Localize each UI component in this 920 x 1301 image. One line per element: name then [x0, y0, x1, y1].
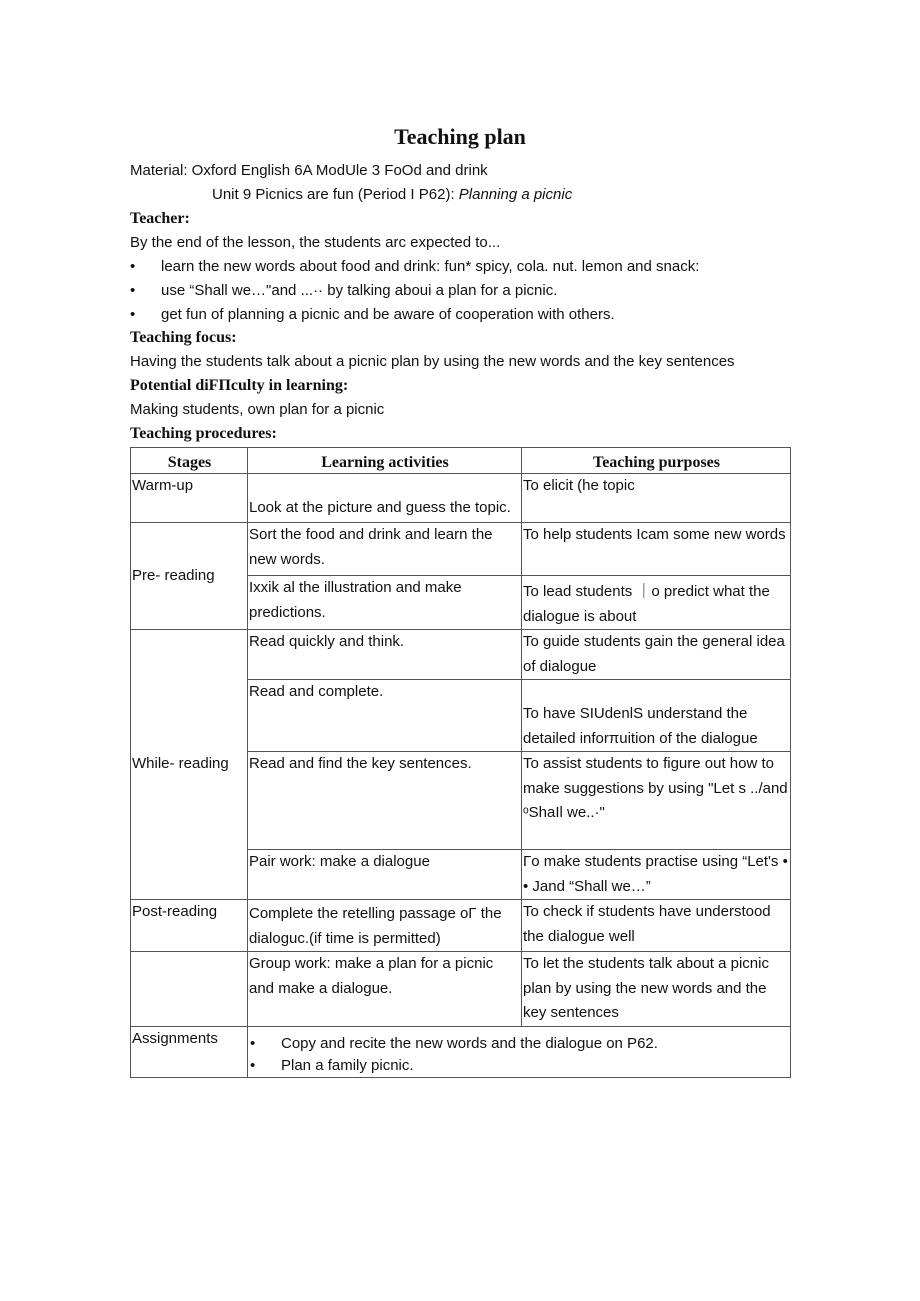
purpose-cell: To help students Icam some new words: [522, 523, 791, 576]
list-item: • Plan a family picnic.: [249, 1055, 790, 1077]
activity-cell: Look at the picture and guess the topic.: [248, 474, 522, 523]
bullet-icon: •: [130, 306, 136, 323]
stage-cell-empty: [131, 952, 248, 1027]
purpose-cell: To guide students gain the general idea of dialogue: [522, 630, 791, 680]
procedures-table: [130, 447, 791, 1078]
purpose-cell: To assist students to figure out how to make suggestions by using "Let s ../and ᵒShaIl we..·": [522, 752, 791, 850]
list-item: • Copy and recite the new words and the dialogue on P62.: [249, 1033, 790, 1055]
activity-cell: Read quickly and think.: [248, 630, 522, 680]
material-line-1: Material: Oxford English 6A ModUle 3 FoOd and drink: [130, 162, 488, 179]
bullet-icon: •: [130, 282, 136, 299]
focus-text: Having the students talk about a picnic plan by using the new words and the key sentences: [130, 353, 735, 370]
teacher-heading: Teacher:: [130, 210, 190, 227]
difficulty-heading: Potential diFΠculty in learning:: [130, 377, 349, 394]
bullet-icon: •: [130, 258, 136, 275]
activity-cell: Group work: make a plan for a picnic and make a dialogue.: [248, 952, 522, 1027]
table-row: [131, 523, 791, 576]
material-line-2: [212, 186, 572, 203]
stage-cell: Pre- reading: [131, 523, 248, 630]
purpose-cell: To let the students talk about a picnic plan by using the new words and the key sentences: [522, 952, 791, 1027]
bullet-icon: •: [250, 1056, 256, 1074]
bullet-icon: •: [250, 1034, 256, 1052]
purpose-cell: To lead students ｜o predict what the dialogue is about: [522, 576, 791, 630]
table-header-row: [131, 448, 791, 474]
purpose-cell: Γo make students practise using “Let's • • Jand “Shall we…”: [522, 850, 791, 900]
assignments-list: [249, 1027, 790, 1077]
document-page: Teaching plan Material: Oxford English 6A ModUle 3 FoOd and drink Unit 9 Picnics are fun (Period I P62): Planning a picnic Teacher: By the end of the lesson, the students arc expected to... • learn the new words about food and drink: fun* spicy, cola. nut. lemon and snack: • use “Shall we…"and ...·· by talking abоui a plan for a picnic. • get fun of planning a picnic and be aware of cooperation with others. Teaching focus: Having the students talk about a picnic plan by using the new words and the key sentences Potential diFΠculty in learning: Making students, own plan for a picnic Teaching procedures: Stages Learning activities Teaching purposes Warm-up Look at the picture and guess the topic. To elicit (he topic Pre- reading Sort the food and drink and learn the new words. To help students Icam some new words Ixxik al the illustration and make predictions. To lead students ｜o predict what the dialogue is about While- reading Read quickly and think. To guide students gain the general idea of dialogue Read and complete. To have SIUdenlS understand the detailed inforπuition of the dialogue Read and find the key sentences. To assist students to figure out how to make suggestions by using "Let s ../and ᵒShaIl we..·" Pair work: make a dialogue Γo make students practise using “Let's • • Jand “Shall we…” Post-reading Complete the retelling passage oΓ the dialoguc.(if time is permitted) To check if students have understood the dialogue well Group work: make a plan for a picnic and make a dialogue. To let the students talk about a picnic plan by using the new words and the key sentences Assignments • Copy and recite the new words and the dialogue on P62. • Plan a family picnic.: [0, 0, 920, 1301]
difficulty-text: Making students, own plan for a picnic: [130, 401, 385, 418]
stage-cell: Post-reading: [131, 900, 248, 952]
assignments-cell: [248, 1026, 791, 1077]
stage-cell: Warm-up: [131, 474, 248, 523]
lesson-subtitle: Planning a picnic: [458, 186, 573, 203]
table-row: [131, 900, 791, 952]
stage-cell: Assignments: [131, 1026, 248, 1077]
table-row: [131, 474, 791, 523]
table-row: [131, 1026, 791, 1077]
procedures-heading: Teaching procedures:: [130, 425, 277, 442]
activity-cell: Read and find the key sentences.: [248, 752, 522, 850]
unit-title: Unit 9 Picnics are fun (Period I P62):: [212, 186, 459, 203]
header-teaching-purposes: Teaching purposes: [522, 448, 791, 474]
focus-heading: Teaching focus:: [130, 329, 237, 346]
activity-cell: Read and complete.: [248, 680, 522, 752]
activity-cell: Sort the food and drink and learn the new words.: [248, 523, 522, 576]
table-row: [131, 952, 791, 1027]
header-learning-activities: Learning activities: [248, 448, 522, 474]
activity-cell: Pair work: make a dialogue: [248, 850, 522, 900]
purpose-cell: To have SIUdenlS understand the detailed inforπuition of the dialogue: [522, 680, 791, 752]
stage-cell: While- reading: [131, 630, 248, 900]
page-title: Teaching plan: [394, 124, 526, 149]
purpose-cell: To elicit (he topic: [522, 474, 791, 523]
activity-cell: Complete the retelling passage oΓ the dialoguc.(if time is permitted): [248, 900, 522, 952]
activity-cell: Ixxik al the illustration and make predictions.: [248, 576, 522, 630]
table-row: [131, 630, 791, 680]
objectives-intro: By the end of the lesson, the students arc expected to...: [130, 234, 501, 251]
purpose-cell: To check if students have understood the dialogue well: [522, 900, 791, 952]
header-stages: Stages: [131, 448, 248, 474]
